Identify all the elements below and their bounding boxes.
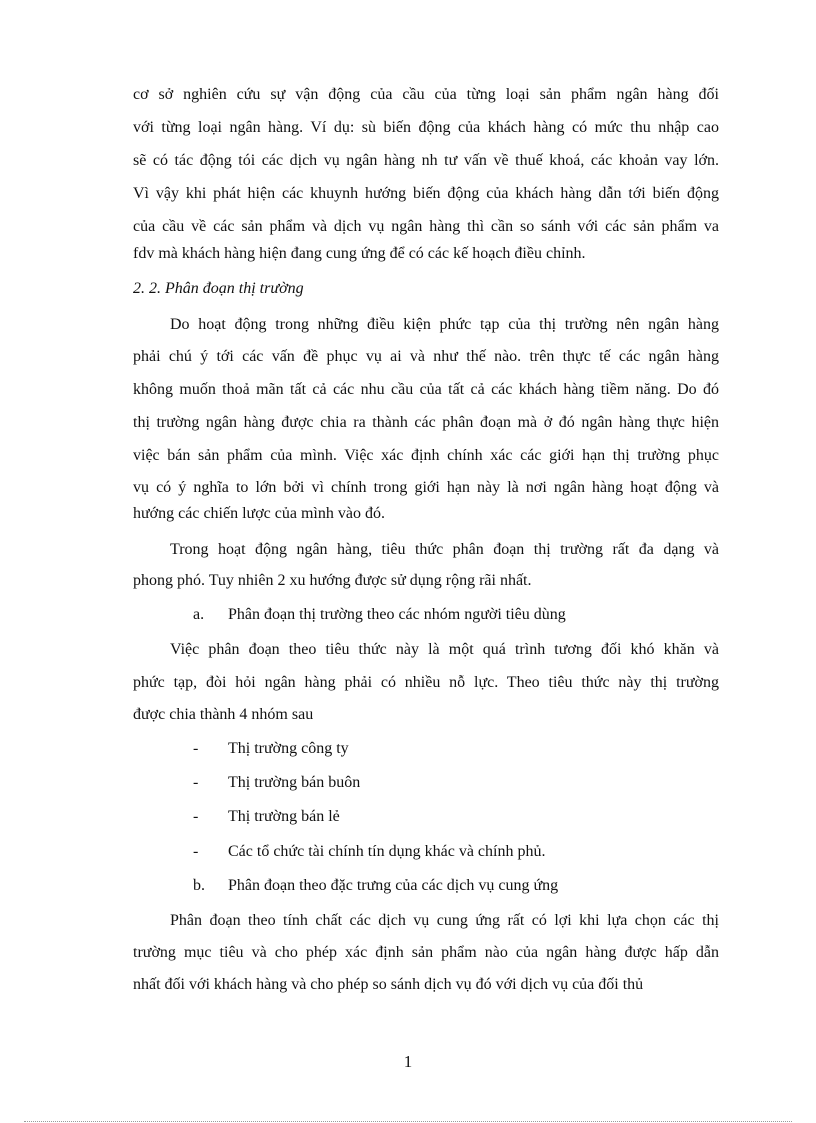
page-bottom-rule (24, 1121, 792, 1122)
text-line: Phân đoạn theo tính chất các dịch vụ cung ứng rất có lợi khi lựa chọn các thị (170, 912, 719, 929)
section-heading: 2. 2. Phân đoạn thị trường (133, 280, 304, 297)
text-line: sẽ có tác động tói các dịch vụ ngân hàng nh tư vấn về thuế khoá, các khoản vay lớn. (133, 152, 719, 169)
text-line: phải chú ý tới các vấn đề phục vụ ai và như thế nào. trên thực tế các ngân hàng (133, 348, 719, 365)
list-marker: a. (193, 606, 205, 623)
bullet-text: Thị trường bán buôn (228, 774, 361, 791)
bullet-marker: - (193, 808, 199, 825)
text-line: thị trường ngân hàng được chia ra thành các phân đoạn mà ở đó ngân hàng thực hiện (133, 414, 719, 431)
bullet-marker: - (193, 774, 199, 791)
bullet-marker: - (193, 740, 199, 757)
list-item-text: Phân đoạn thị trường theo các nhóm người tiêu dùng (228, 606, 566, 623)
bullet-marker: - (193, 843, 199, 860)
text-line: nhất đối với khách hàng và cho phép so sánh dịch vụ đó với dịch vụ của đối thủ (133, 976, 644, 993)
text-line: phong phó. Tuy nhiên 2 xu hướng được sử dụng rộng rãi nhất. (133, 572, 532, 589)
text-line: hướng các chiến lược của mình vào đó. (133, 505, 385, 522)
text-line: của cầu về các sản phẩm và dịch vụ ngân hàng thì cần so sánh với các sản phẩm va (133, 218, 719, 235)
page-number: 1 (403, 1052, 413, 1071)
list-marker: b. (193, 877, 205, 894)
text-line: fdv mà khách hàng hiện đang cung ứng để có các kế hoạch điều chỉnh. (133, 245, 586, 262)
text-line: cơ sở nghiên cứu sự vận động của cầu của từng loại sản phẩm ngân hàng đối (133, 86, 719, 103)
text-line: vụ có ý nghĩa to lớn bởi vì chính trong giới hạn này là nơi ngân hàng hoạt động và (133, 479, 719, 496)
text-line: việc bán sản phẩm của mình. Việc xác định chính xác các giới hạn thị trường phục (133, 447, 719, 464)
text-line: Việc phân đoạn theo tiêu thức này là một quá trình tương đối khó khăn và (170, 641, 719, 658)
bullet-text: Thị trường bán lẻ (228, 808, 340, 825)
text-line: Vì vậy khi phát hiện các khuynh hướng biến động của khách hàng dẫn tới biến động (133, 185, 719, 202)
text-line: phức tạp, đòi hỏi ngân hàng phải có nhiều nỗ lực. Theo tiêu thức này thị trường (133, 674, 719, 691)
text-line: Trong hoạt động ngân hàng, tiêu thức phân đoạn thị trường rất đa dạng và (170, 541, 719, 558)
bullet-text: Các tổ chức tài chính tín dụng khác và chính phủ. (228, 843, 546, 860)
list-item-text: Phân đoạn theo đặc trưng của các dịch vụ cung ứng (228, 877, 559, 894)
text-line: với từng loại ngân hàng. Ví dụ: sù biến động của khách hàng có mức thu nhập cao (133, 119, 719, 136)
text-line: Do hoạt động trong những điều kiện phức tạp của thị trường nên ngân hàng (170, 316, 719, 333)
text-line: không muốn thoả mãn tất cả các nhu cầu của tất cả các khách hàng tiềm năng. Do đó (133, 381, 719, 398)
text-line: được chia thành 4 nhóm sau (133, 706, 314, 723)
bullet-text: Thị trường công ty (228, 740, 349, 757)
text-line: trường mục tiêu và cho phép xác định sản phẩm nào của ngân hàng được hấp dẫn (133, 944, 719, 961)
